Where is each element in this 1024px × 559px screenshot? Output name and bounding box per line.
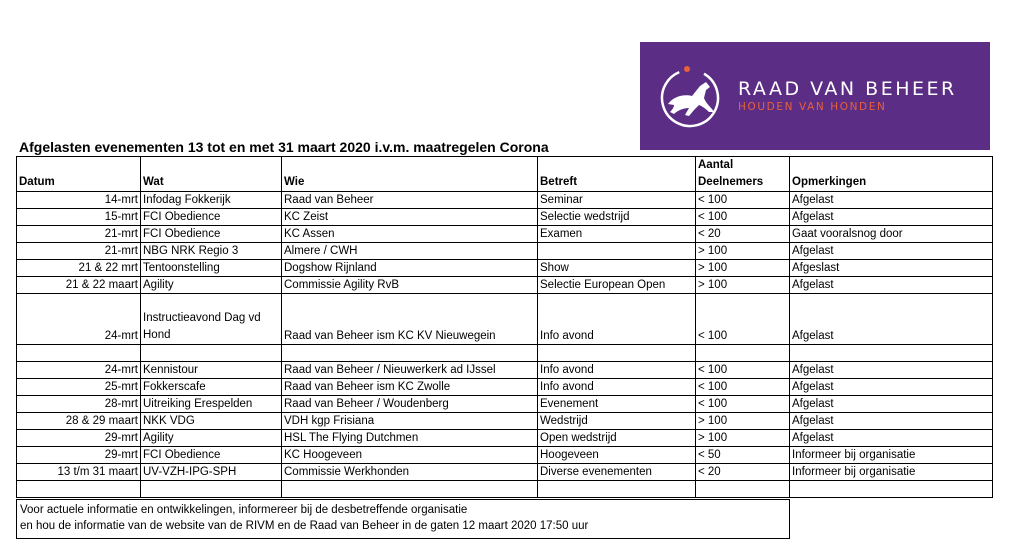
cell-datum: 24-mrt bbox=[17, 294, 141, 345]
cell-aantal: < 100 bbox=[696, 209, 790, 226]
page-title: Afgelasten evenementen 13 tot en met 31 maart 2020 i.v.m. maatregelen Corona bbox=[19, 139, 549, 155]
cell-wie: Almere / CWH bbox=[282, 243, 538, 260]
cell-betreft: Diverse evenementen bbox=[538, 464, 696, 481]
cell-aantal: < 100 bbox=[696, 379, 790, 396]
cell-opmerkingen: Afgelast bbox=[790, 430, 993, 447]
cell-betreft: Info avond bbox=[538, 294, 696, 345]
cell-datum: 29-mrt bbox=[17, 430, 141, 447]
cell-wie: Raad van Beheer bbox=[282, 192, 538, 209]
cell-aantal: > 100 bbox=[696, 260, 790, 277]
cell-betreft: Selectie wedstrijd bbox=[538, 209, 696, 226]
cell-opmerkingen: Afgelast bbox=[790, 362, 993, 379]
cell-wie: HSL The Flying Dutchmen bbox=[282, 430, 538, 447]
cell-betreft: Selectie European Open bbox=[538, 277, 696, 294]
cell-datum: 21-mrt bbox=[17, 243, 141, 260]
cell-wat: UV-VZH-IPG-SPH bbox=[141, 464, 282, 481]
table-row bbox=[17, 243, 993, 260]
cell-opmerkingen: Afgelast bbox=[790, 294, 993, 345]
cell-datum: 21 & 22 maart bbox=[17, 277, 141, 294]
cell-wat: Instructieavond Dag vd Hond bbox=[141, 294, 282, 345]
cell-wat: NBG NRK Regio 3 bbox=[141, 243, 282, 260]
table-row bbox=[17, 226, 993, 243]
cell-wie bbox=[282, 345, 538, 362]
cell-wie: Dogshow Rijnland bbox=[282, 260, 538, 277]
cell-betreft bbox=[538, 481, 696, 498]
cell-opmerkingen: Gaat vooralsnog door bbox=[790, 226, 993, 243]
cell-wat: Kennistour bbox=[141, 362, 282, 379]
cell-wie: Raad van Beheer / Nieuwerkerk ad IJssel bbox=[282, 362, 538, 379]
cell-datum bbox=[17, 481, 141, 498]
cell-aantal: > 100 bbox=[696, 430, 790, 447]
header-aantal-deelnemers bbox=[696, 157, 790, 192]
cell-opmerkingen bbox=[790, 345, 993, 362]
table-row bbox=[17, 464, 993, 481]
table-row bbox=[17, 192, 993, 209]
cell-wat bbox=[141, 481, 282, 498]
cell-aantal: > 100 bbox=[696, 413, 790, 430]
cell-datum: 14-mrt bbox=[17, 192, 141, 209]
cell-aantal: < 100 bbox=[696, 192, 790, 209]
cell-betreft: Open wedstrijd bbox=[538, 430, 696, 447]
cell-wie: KC Zeist bbox=[282, 209, 538, 226]
table-header-row bbox=[17, 157, 993, 192]
header-opmerkingen: Opmerkingen bbox=[790, 157, 993, 192]
cell-opmerkingen: Afgelast bbox=[790, 413, 993, 430]
table-row bbox=[17, 209, 993, 226]
cell-betreft bbox=[538, 345, 696, 362]
cell-wie: KC Assen bbox=[282, 226, 538, 243]
cell-wie: Raad van Beheer / Woudenberg bbox=[282, 396, 538, 413]
cell-betreft: Examen bbox=[538, 226, 696, 243]
cell-betreft: Hoogeveen bbox=[538, 447, 696, 464]
cell-wie: Commissie Agility RvB bbox=[282, 277, 538, 294]
note-line-1: Voor actuele informatie en ontwikkelingen, informereer bij de desbetreffende organisatie bbox=[20, 504, 468, 516]
header-wie: Wie bbox=[282, 157, 538, 192]
table-row bbox=[17, 396, 993, 413]
cell-aantal: < 50 bbox=[696, 447, 790, 464]
cell-aantal: < 100 bbox=[696, 396, 790, 413]
cell-aantal: > 100 bbox=[696, 243, 790, 260]
cell-wat: Uitreiking Erespelden bbox=[141, 396, 282, 413]
info-note bbox=[16, 499, 790, 539]
table-row bbox=[17, 277, 993, 294]
cell-aantal: < 100 bbox=[696, 362, 790, 379]
cell-wie: Raad van Beheer ism KC Zwolle bbox=[282, 379, 538, 396]
cell-betreft: Seminar bbox=[538, 192, 696, 209]
cell-wie: Commissie Werkhonden bbox=[282, 464, 538, 481]
header-wat: Wat bbox=[141, 157, 282, 192]
table-row bbox=[17, 294, 993, 345]
cell-betreft: Wedstrijd bbox=[538, 413, 696, 430]
cell-wat: FCI Obedience bbox=[141, 226, 282, 243]
events-table bbox=[16, 156, 993, 498]
cell-opmerkingen: Afgelast bbox=[790, 396, 993, 413]
cell-aantal: > 100 bbox=[696, 277, 790, 294]
cell-wat bbox=[141, 345, 282, 362]
cell-wat: Tentoonstelling bbox=[141, 260, 282, 277]
cell-wat: Agility bbox=[141, 430, 282, 447]
cell-datum: 21-mrt bbox=[17, 226, 141, 243]
cell-wie: Raad van Beheer ism KC KV Nieuwegein bbox=[282, 294, 538, 345]
cell-wat: Infodag Fokkerijk bbox=[141, 192, 282, 209]
cell-wat: NKK VDG bbox=[141, 413, 282, 430]
cell-datum: 21 & 22 mrt bbox=[17, 260, 141, 277]
cell-aantal: < 20 bbox=[696, 464, 790, 481]
cell-betreft: Info avond bbox=[538, 362, 696, 379]
cell-wat: FCI Obedience bbox=[141, 209, 282, 226]
cell-wie: VDH kgp Frisiana bbox=[282, 413, 538, 430]
cell-betreft: Info avond bbox=[538, 379, 696, 396]
table-row bbox=[17, 345, 993, 362]
cell-datum: 15-mrt bbox=[17, 209, 141, 226]
cell-aantal: < 20 bbox=[696, 226, 790, 243]
note-line-2: en hou de informatie van de website van de RIVM en de Raad van Beheer in de gaten 12 maart 2020 17:50 uur bbox=[20, 520, 589, 532]
events-table-body bbox=[17, 157, 993, 498]
cell-datum: 29-mrt bbox=[17, 447, 141, 464]
cell-betreft: Show bbox=[538, 260, 696, 277]
dog-logo-icon bbox=[654, 60, 726, 132]
cell-datum bbox=[17, 345, 141, 362]
table-row bbox=[17, 260, 993, 277]
cell-aantal: < 100 bbox=[696, 294, 790, 345]
cell-datum: 24-mrt bbox=[17, 362, 141, 379]
header-datum: Datum bbox=[17, 157, 141, 192]
table-row bbox=[17, 413, 993, 430]
cell-opmerkingen: Informeer bij organisatie bbox=[790, 464, 993, 481]
header-betreft: Betreft bbox=[538, 157, 696, 192]
logo-name: RAAD VAN BEHEER bbox=[738, 78, 957, 100]
table-row bbox=[17, 481, 993, 498]
cell-opmerkingen: Afgelast bbox=[790, 277, 993, 294]
table-row bbox=[17, 430, 993, 447]
cell-opmerkingen: Afgelast bbox=[790, 379, 993, 396]
cell-datum: 13 t/m 31 maart bbox=[17, 464, 141, 481]
cell-wie: KC Hoogeveen bbox=[282, 447, 538, 464]
cell-opmerkingen: Afgelast bbox=[790, 209, 993, 226]
cell-opmerkingen bbox=[790, 481, 993, 498]
cell-datum: 28-mrt bbox=[17, 396, 141, 413]
cell-opmerkingen: Afgeslast bbox=[790, 260, 993, 277]
cell-aantal bbox=[696, 345, 790, 362]
cell-datum: 25-mrt bbox=[17, 379, 141, 396]
cell-wat: Fokkerscafe bbox=[141, 379, 282, 396]
header-aantal-line2: Deelnemers bbox=[698, 176, 764, 188]
cell-betreft: Evenement bbox=[538, 396, 696, 413]
table-row bbox=[17, 447, 993, 464]
header-aantal-line1: Aantal bbox=[698, 159, 734, 171]
cell-aantal bbox=[696, 481, 790, 498]
table-row bbox=[17, 379, 993, 396]
cell-opmerkingen: Afgelast bbox=[790, 192, 993, 209]
cell-betreft bbox=[538, 243, 696, 260]
raad-van-beheer-logo bbox=[640, 42, 990, 150]
cell-opmerkingen: Afgelast bbox=[790, 243, 993, 260]
cell-datum: 28 & 29 maart bbox=[17, 413, 141, 430]
cell-opmerkingen: Informeer bij organisatie bbox=[790, 447, 993, 464]
logo-tagline: HOUDEN VAN HONDEN bbox=[738, 101, 887, 113]
table-row bbox=[17, 362, 993, 379]
cell-wat: Agility bbox=[141, 277, 282, 294]
cell-wat: FCI Obedience bbox=[141, 447, 282, 464]
cell-wie bbox=[282, 481, 538, 498]
